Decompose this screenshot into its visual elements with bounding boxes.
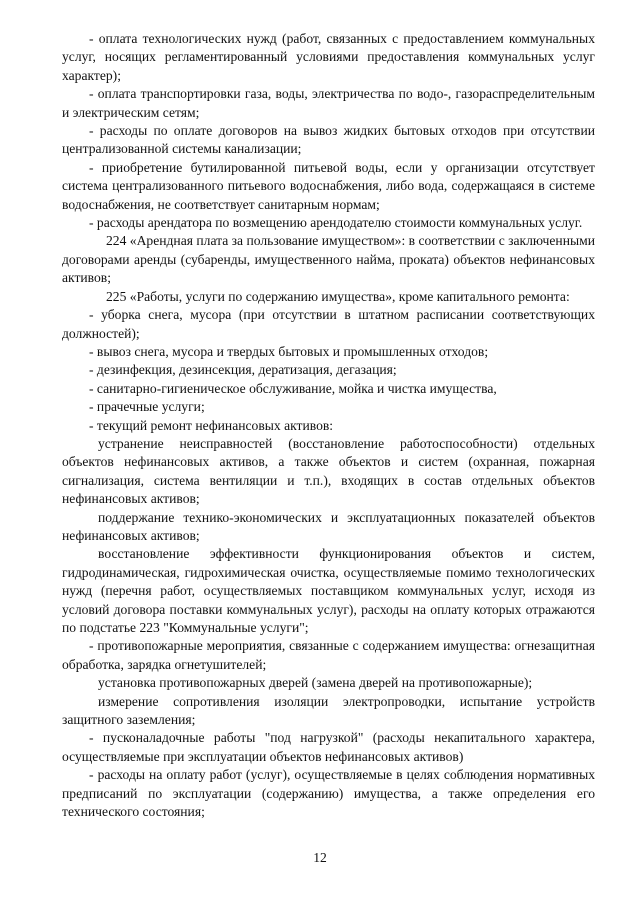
paragraph-fire-safety: - противопожарные мероприятия, связанные с содержанием имущества: огнезащитная обработка, зарядка огнетушителей; xyxy=(62,638,595,672)
paragraph-fault-repair: устранение неисправностей (восстановление работоспособности) отдельных объектов нефинансовых активов, а также объектов и систем (охранная, пожарная сигнализация, система вентиляции и т.п.), входящих в состав отдельных объектов нефинансовых активов; xyxy=(62,435,595,507)
paragraph-liquid-waste: - расходы по оплате договоров на вывоз жидких бытовых отходов при отсутствии централизованной системы канализации; xyxy=(62,123,595,157)
paragraph-current-repair: - текущий ремонт нефинансовых активов: xyxy=(89,417,334,433)
paragraph-bottled-water: - приобретение бутилированной питьевой воды, если у организации отсутствует система централизованного питьевого водоснабжения, либо вода, содержащаяся в системе водоснабжения, не соответствует санитарным нормам; xyxy=(62,159,595,212)
paragraph-224-rent: 224 «Арендная плата за пользование имуществом»: в соответствии с заключенными договорами аренды (субаренды, имущественного найма, проката) объектов нефинансовых активов; xyxy=(62,233,595,286)
paragraph-transport-payment: - оплата транспортировки газа, воды, электричества по водо-, газораспределительным и электрическим сетям; xyxy=(62,86,595,120)
paragraph-insulation-test: измерение сопротивления изоляции электропроводки, испытание устройств защитного заземления; xyxy=(62,693,595,728)
paragraph-maintenance: поддержание технико-экономических и эксплуатационных показателей объектов нефинансовых активов; xyxy=(62,509,595,543)
paragraph-225-works: 225 «Работы, услуги по содержанию имущества», кроме капитального ремонта: xyxy=(106,288,570,304)
paragraph-waste-removal: - вывоз снега, мусора и твердых бытовых и промышленных отходов; xyxy=(89,343,489,359)
paragraph-fire-doors: установка противопожарных дверей (замена дверей на противопожарные); xyxy=(98,675,533,691)
paragraph-tech-needs: - оплата технологических нужд (работ, связанных с предоставлением коммунальных услуг, носящих регламентированный условиями предоставления коммунальных услуг характер); xyxy=(62,31,595,83)
paragraph-commissioning: - пусконаладочные работы "под нагрузкой" (расходы некапитального характера, осуществляемые при эксплуатации объектов нефинансовых активов) xyxy=(62,730,595,764)
paragraph-lessee-expenses: - расходы арендатора по возмещению арендодателю стоимости коммунальных услуг. xyxy=(89,215,583,231)
paragraph-laundry: - прачечные услуги; xyxy=(89,399,205,415)
page-number: 12 xyxy=(313,850,327,865)
paragraph-compliance-works: - расходы на оплату работ (услуг), осуществляемые в целях соблюдения нормативных предписаний по эксплуатации (содержанию) имущества, а также определения его технического состояния; xyxy=(62,767,595,820)
paragraph-sanitary-service: - санитарно-гигиеническое обслуживание, мойка и чистка имущества, xyxy=(89,380,497,396)
document-body xyxy=(62,30,595,821)
paragraph-snow-removal: - уборка снега, мусора (при отсутствии в штатном расписании соответствующих должностей); xyxy=(62,307,595,341)
paragraph-efficiency-restore: восстановление эффективности функционирования объектов и систем, гидродинамическая, гидрохимическая очистка, осуществляемые помимо технологических нужд (перечня работ, осуществляемых поставщиком коммунальных услуг, исходя из условий договора поставки коммунальных услуг), расходы на оплату которых отражаются по подстатье 223 "Коммунальные услуги"; xyxy=(62,546,595,635)
paragraph-disinfection: - дезинфекция, дезинсекция, дератизация, дегазация; xyxy=(89,362,397,378)
